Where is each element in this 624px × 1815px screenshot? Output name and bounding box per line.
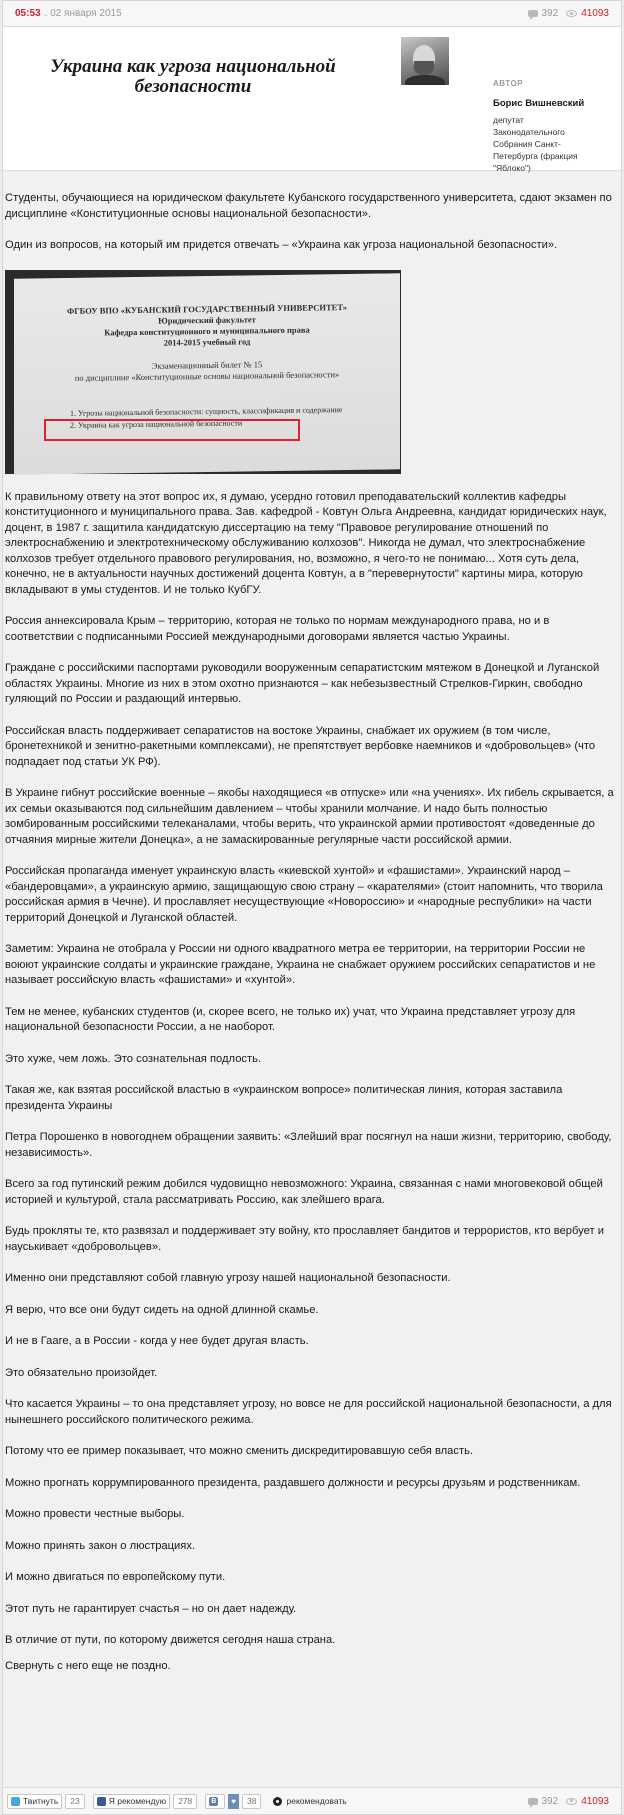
paragraph: В Украине гибнут российские военные – якобы находящиеся «в отпуске» или «на учениях». Их гибель скрывается, а их семьи оказываются под сильнейшим давлением – чтобы хранили молчание. И надо быть полностью зомбированным российскими телеканалами, чтобы верить, что украинской армии противостоят «доведенные до отчаяния мирные жители Донецка», а не замаскированные регулярные части российской армии. [5,787,614,846]
publish-time: 05:53 [15,8,41,19]
author-description: депутат Законодательного Собрания Санкт-Петербурга (фракция "Яблоко") [493,115,578,173]
ticket-line: Юридический факультет [158,313,256,326]
paragraph: В отличие от пути, по которому движется сегодня наша страна. [5,1634,336,1646]
footer-comments-count: 392 [541,1795,559,1807]
comments-count: 392 [541,8,559,19]
footer-comments-counter[interactable] [528,1796,559,1807]
facebook-icon [97,1797,106,1806]
twitter-icon [11,1797,20,1806]
recommend-button[interactable] [273,1796,346,1806]
highlight-box [44,419,300,441]
paragraph: Один из вопросов, на который им придется отвечать – «Украина как угроза национальной безопасности». [5,239,558,251]
paragraph: Этот путь не гарантирует счастья – но он дает надежду. [5,1602,297,1615]
share-bar [3,1787,621,1814]
paragraph: Будь прокляты те, кто развязал и поддерживает эту войну, кто прославляет бандитов и террористов, кто вербует и науськивает «добровольцев». [5,1225,604,1253]
comment-icon [528,10,538,17]
page-frame [2,0,622,1815]
paragraph: Потому что ее пример показывает, что можно сменить дискредитировавшую себя власть. [5,1445,474,1457]
ticket-line: Экзаменационный билет № 15 [151,358,263,371]
exam-ticket-paper [14,273,400,474]
footer-views-counter [566,1796,609,1807]
heart-icon[interactable]: ♥ [228,1794,239,1809]
paragraph: Можно прогнать коррумпированного президента, раздавшего должности и ресурсы друзьям и родственникам. [5,1476,581,1489]
ticket-line: Кафедра конституционного и муниципального права [104,324,310,337]
tweet-count: 23 [65,1794,84,1809]
page-title: Украина как угроза национальной безопасности [50,56,336,97]
ticket-line: по дисциплине «Конституционные основы национальной безопасности» [74,368,340,383]
paragraph: Российская пропаганда именует украинскую власть «киевской хунтой» и «фашистами». Украинский народ – «бандеровцами», а украинскую армию, защищающую свою страну – «карателями» (стоит напомнить, что творила российская армия в Чечне). И прославляет несуществующие «Новороссию» и «народные республики» на части территорий Донецкой и Луганской областей. [5,865,603,924]
ticket-line: ФГБОУ ВПО «КУБАНСКИЙ ГОСУДАРСТВЕННЫЙ УНИВЕРСИТЕТ» [66,301,348,316]
paragraph: Студенты, обучающиеся на юридическом факультете Кубанского государственного университета, сдают экзамен по дисциплине «Конституционные основы национальной безопасности». [5,192,612,220]
article-body [3,171,621,1674]
vk-count: 38 [242,1794,261,1809]
paragraph: Заметим: Украина не отобрала у России ни одного квадратного метра ее территории, на территории России не воюют украинские солдаты и украинские граждане, Украина не снабжает оружием российских сепаратистов и не называет российскую власть «фашистами» и «хунтой». [5,943,596,986]
facebook-label: Я рекомендую [108,1796,167,1806]
avatar[interactable] [401,37,449,85]
paragraph: Можно принять закон о люстрациях. [5,1539,196,1552]
paragraph: К правильному ответу на этот вопрос их, я думаю, усердно готовил преподавательский коллектив кафедры конституционного и муниципального права. Зав. кафедрой - Ковтун Ольга Андреевна, кандидат юридических наук, доцент, в 1987 г. защитила кандидатскую диссертацию на тему "Правовое регулирование отношений по электроснабжению и электротехническому обслуживанию колхозов". Никогда не думал, что электроснабжение колхозов требует отдельного правового регулирования, но, возможно, я чего-то не понимаю... Хотя суть дела, конечно, не в актуальности научных достижений доцента Ковтун, а в "перевернутости" картины мира, которую вкладывают в умы студентов. И не только КубГУ. [5,490,607,596]
paragraph: И можно двигаться по европейскому пути. [5,1571,226,1583]
exam-ticket-photo [5,270,401,474]
paragraph: Это обязательно произойдет. [5,1366,158,1379]
vk-like-button[interactable] [205,1794,225,1809]
paragraph: Такая же, как взятая российской властью в «украинском вопросе» политическая линия, которая заставила президента Украины [5,1084,563,1112]
paragraph: Именно они представляют собой главную угрозу нашей национальной безопасности. [5,1272,451,1284]
recommend-label: рекомендовать [286,1796,347,1806]
author-name[interactable]: Борис Вишневский [493,98,585,109]
author-block [493,79,593,174]
comments-counter[interactable] [528,8,559,19]
paragraph: Свернуть с него еще не поздно. [5,1659,171,1672]
ticket-line: 2014-2015 учебный год [163,335,251,348]
facebook-count: 278 [173,1794,197,1809]
eye-icon [566,1798,577,1805]
paragraph: Петра Порошенко в новогоднем обращении заявить: «Злейший враг посягнул на наши жизни, территорию, свободу, независимость». [5,1131,612,1159]
tweet-label: Твитнуть [23,1796,59,1806]
recommend-icon [273,1797,282,1806]
ticket-question: 2. Украина как угроза национальной безопасности [70,418,243,430]
paragraph: Я верю, что все они будут сидеть на одной длинной скамье. [5,1303,319,1316]
paragraph: Что касается Украины – то она представляет угрозу, но вовсе не для российской национальной безопасности, а для нынешнего российского политического режима. [5,1398,612,1426]
eye-icon [566,10,577,17]
paragraph: Это хуже, чем ложь. Это сознательная подлость. [5,1052,262,1065]
publish-date: . 02 января 2015 [44,8,122,19]
footer-views-count: 41093 [581,1795,609,1807]
top-bar [3,1,621,27]
paragraph: Россия аннексировала Крым – территорию, которая не только по нормам международного права, но и в соответствии с подписанными Россией международными договорами является частью Украины. [5,615,550,643]
author-label: АВТОР [493,79,523,88]
vk-icon: В [211,1797,217,1805]
article-header [3,27,621,171]
tweet-button[interactable] [7,1794,62,1809]
views-count: 41093 [581,8,609,19]
facebook-recommend-button[interactable] [93,1794,170,1809]
paragraph: И не в Гааге, а в России - когда у нее будет другая власть. [5,1335,309,1347]
paragraph: Всего за год путинский режим добился чудовищно невозможного: Украина, связанная с нами многовековой общей историей и культурой, стала рассматривать Россию, как злейшего врага. [5,1178,603,1206]
paragraph: Можно провести честные выборы. [5,1508,185,1520]
paragraph: Российская власть поддерживает сепаратистов на востоке Украины, снабжает их оружием (в том числе, бронетехникой и зенитно-ракетными комплексами), не препятствует вербовке наемников и «добровольцев» (что подпадает под статьи УК РФ). [5,724,596,768]
comment-icon [528,1798,538,1805]
ticket-question: 1. Угрозы национальной безопасности: сущность, классификация и содержание [70,404,343,418]
paragraph: Граждане с российскими паспортами руководили вооруженным сепаратистским мятежом в Донецкой и Луганской областях Украины. Многие из них в этом охотно признаются – как небезызвестный Стрелков-Гиркин, свободно гуляющий по России и раздающий интервью. [5,662,600,705]
views-counter [566,8,609,19]
paragraph: Тем не менее, кубанских студентов (и, скорее всего, не только их) учат, что Украина представляет угрозу для национальной безопасности России, а не наоборот. [5,1005,576,1033]
